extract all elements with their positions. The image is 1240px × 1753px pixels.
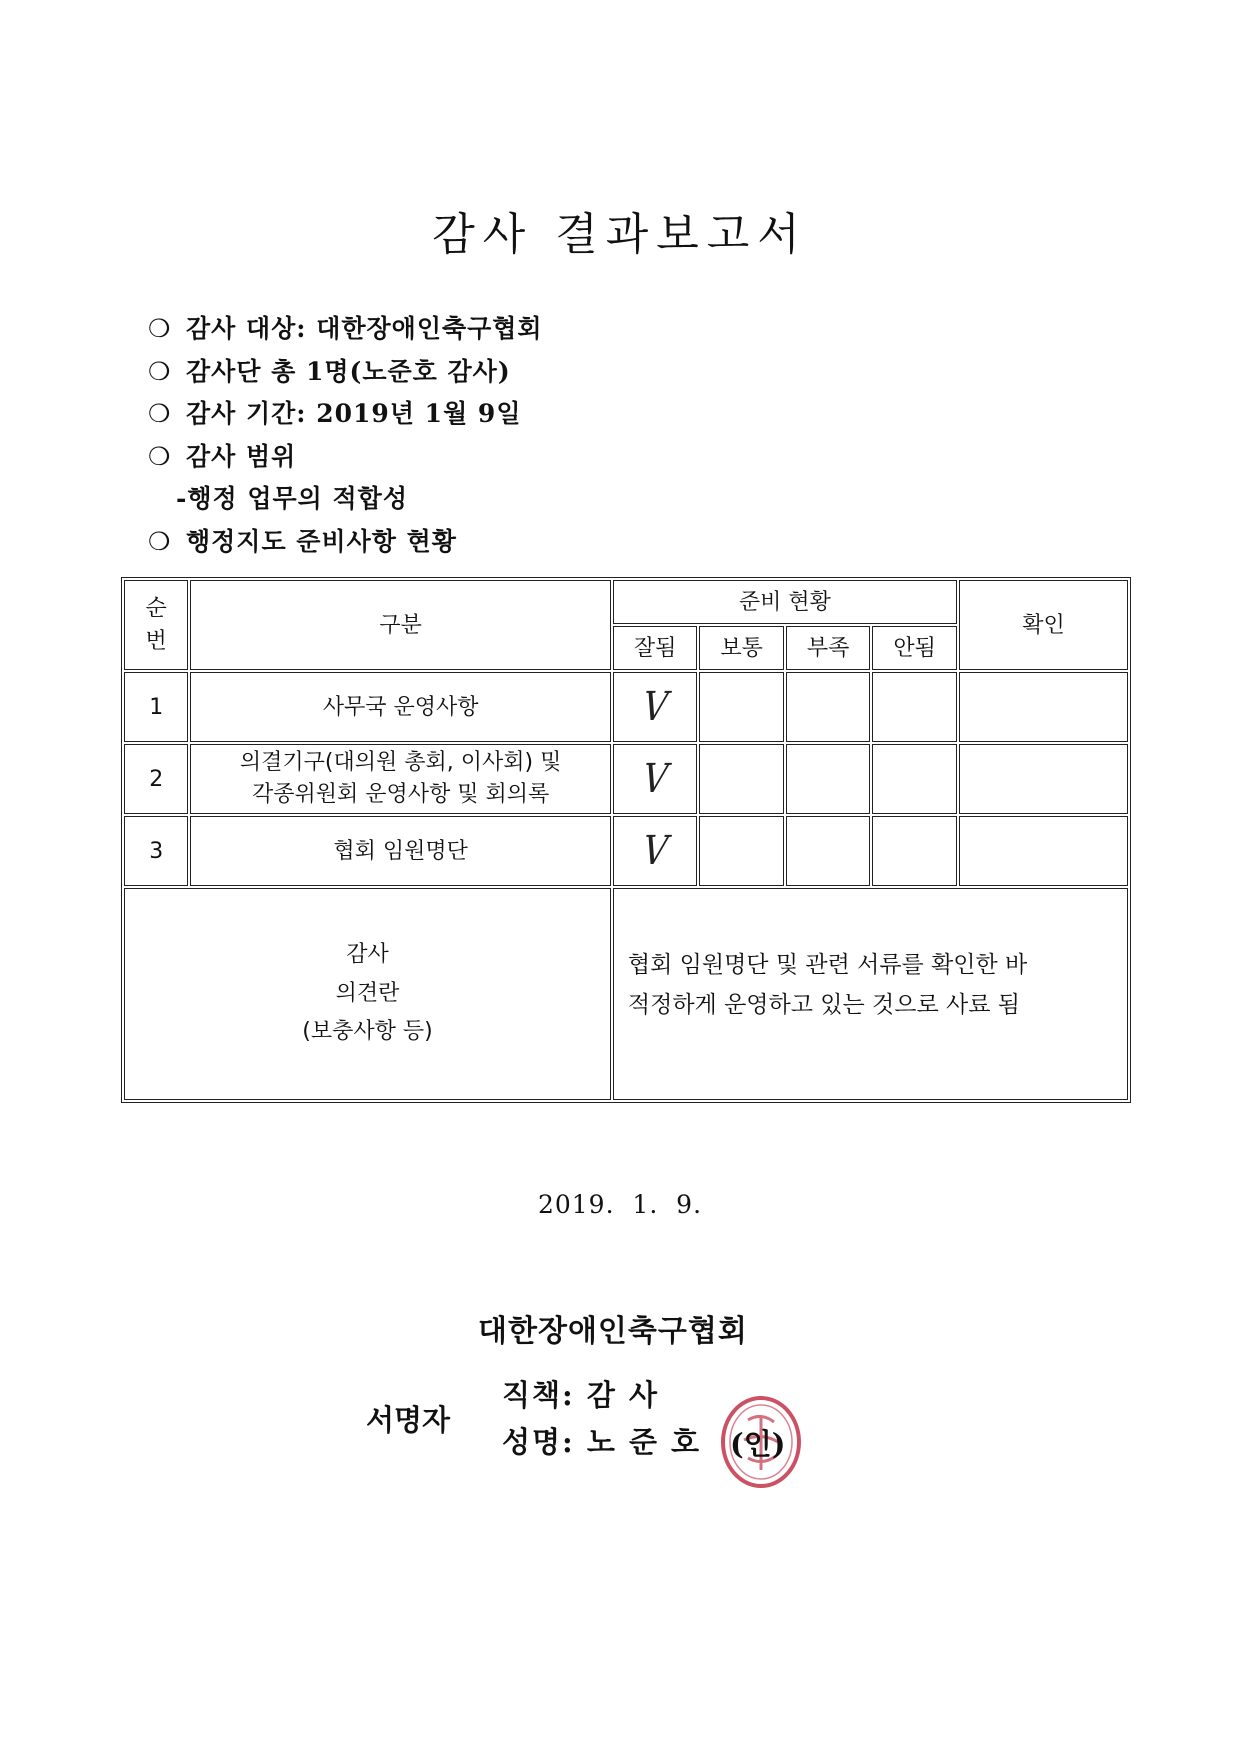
info-item-scope-detail: [148, 478, 543, 521]
row-category: 사무국 운영사항: [190, 672, 611, 742]
header-not-done: 안됨: [872, 626, 957, 670]
info-item-target: [148, 308, 543, 351]
audit-scope-item: -행정 업무의 적합성: [176, 484, 408, 513]
row-cell-confirm: [959, 816, 1128, 886]
audit-target: 감사 대상: 대한장애인축구협회: [186, 314, 543, 343]
row-cell-not-done: [872, 816, 957, 886]
opinion-row: [124, 888, 1128, 1100]
info-item-scope: [148, 436, 543, 479]
row-no: 1: [124, 672, 188, 742]
audit-team: 감사단 총 1명(노준호 감사): [186, 356, 511, 386]
circle-bullet-icon: ❍: [148, 356, 172, 386]
info-item-status-heading: [148, 521, 543, 564]
header-lacking: 부족: [786, 626, 871, 670]
audit-period: 감사 기간: 2019년 1월 9일: [186, 399, 522, 428]
audit-scope: 감사 범위: [186, 441, 297, 471]
row-cell-lacking: [786, 744, 871, 814]
audit-info-list: [148, 308, 543, 563]
row-cell-confirm: [959, 744, 1128, 814]
document-title: 감사 결과보고서: [432, 209, 808, 260]
info-item-period: [148, 393, 543, 436]
circle-bullet-icon: ❍: [148, 399, 172, 428]
row-cell-normal: [699, 672, 784, 742]
row-no: 2: [124, 744, 188, 814]
audit-status-table: [121, 577, 1131, 1103]
signer-name: 성명: 노 준 호: [502, 1425, 702, 1459]
circle-bullet-icon: ❍: [148, 526, 172, 556]
signer-position: 직책: 감 사: [502, 1378, 659, 1412]
opinion-label: 감사 의견란 (보충사항 등): [124, 888, 611, 1100]
check-mark-icon: V: [640, 684, 670, 730]
seal-mark-text: (인): [730, 1427, 786, 1461]
opinion-text: 협회 임원명단 및 관련 서류를 확인한 바 적정하게 운영하고 있는 것으로 사료 됨: [613, 888, 1128, 1100]
organization-name: 대한장애인축구협회: [478, 1314, 748, 1349]
check-mark-icon: V: [640, 828, 670, 874]
table-row: [124, 672, 1128, 742]
signer-label: 서명자: [366, 1403, 451, 1437]
row-category: 의결기구(대의원 총회, 이사회) 및 각종위원회 운영사항 및 회의록: [190, 744, 611, 814]
row-cell-confirm: [959, 672, 1128, 742]
status-heading: 행정지도 준비사항 현황: [186, 526, 457, 556]
row-check-good: [613, 744, 698, 814]
header-status: 준비 현황: [613, 580, 957, 624]
header-good: 잘됨: [613, 626, 698, 670]
row-cell-normal: [699, 816, 784, 886]
row-cell-normal: [699, 744, 784, 814]
row-check-good: [613, 816, 698, 886]
circle-bullet-icon: ❍: [148, 314, 172, 343]
header-no: 순 번: [124, 580, 188, 670]
row-no: 3: [124, 816, 188, 886]
row-cell-not-done: [872, 744, 957, 814]
header-normal: 보통: [699, 626, 784, 670]
check-mark-icon: V: [640, 756, 670, 802]
table-row: [124, 816, 1128, 886]
info-item-team: [148, 351, 543, 394]
row-category: 협회 임원명단: [190, 816, 611, 886]
row-cell-lacking: [786, 672, 871, 742]
table-row: [124, 744, 1128, 814]
circle-bullet-icon: ❍: [148, 441, 172, 471]
row-check-good: [613, 672, 698, 742]
row-cell-lacking: [786, 816, 871, 886]
header-category: 구분: [190, 580, 611, 670]
row-cell-not-done: [872, 672, 957, 742]
header-confirm: 확인: [959, 580, 1128, 670]
report-date: 2019. 1. 9.: [537, 1190, 703, 1219]
